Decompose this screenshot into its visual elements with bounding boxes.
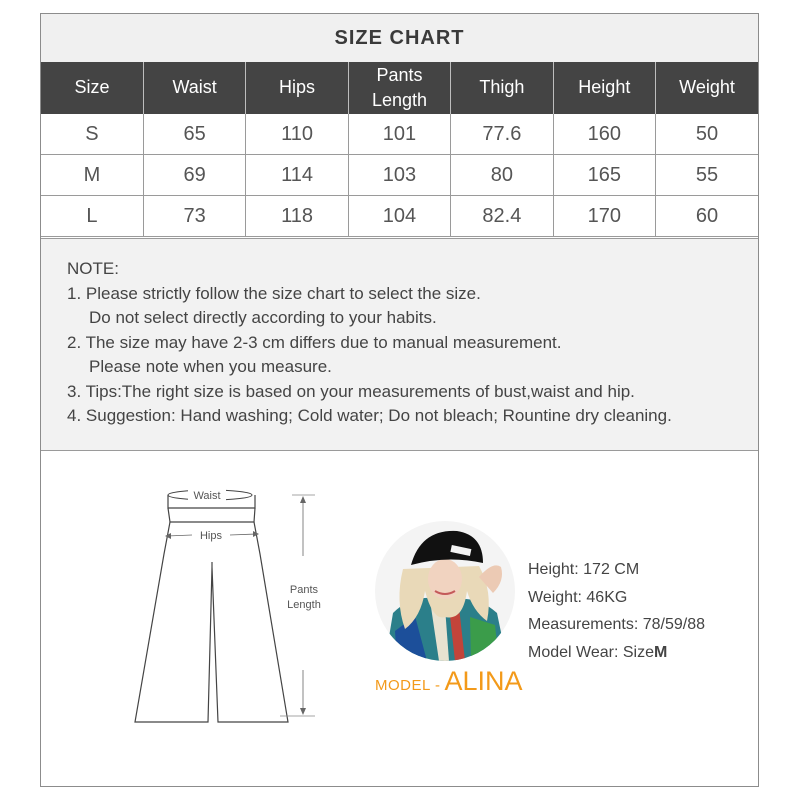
spec-wear-size: M: [653, 643, 668, 661]
table-cell: 103: [348, 155, 450, 196]
pants-length-label-1: Pants: [289, 584, 319, 596]
note-line: 3. Tips:The right size is based on your measurements of bust,waist and hip.: [67, 381, 635, 401]
table-cell: 77.6: [451, 114, 553, 155]
note-line: Please note when you measure.: [89, 357, 332, 376]
table-cell: 101: [348, 114, 450, 155]
table-cell: 110: [246, 114, 348, 155]
waist-label: Waist: [193, 490, 221, 502]
spec-height-label: Height:: [528, 561, 579, 578]
table-cell: 165: [553, 155, 655, 196]
note-line: 1. Please strictly follow the size chart to select the size.: [67, 283, 481, 303]
table-cell: 50: [656, 114, 758, 155]
model-specs: [528, 556, 705, 666]
table-row: [41, 114, 758, 155]
notes-heading: NOTE:: [67, 259, 119, 278]
notes-section: [41, 238, 758, 451]
table-cell: 65: [143, 114, 245, 155]
table-row: [41, 196, 758, 237]
header-weight: Weight: [656, 62, 758, 114]
table-row: [41, 155, 758, 196]
spec-measurements-label: Measurements:: [528, 616, 639, 633]
table-cell: M: [41, 155, 143, 196]
pants-length-label-2: Length: [287, 599, 321, 611]
model-label: [375, 666, 523, 697]
spec-model-wear: [528, 639, 705, 667]
spec-height: [528, 556, 705, 584]
spec-measurements-value: 78/59/88: [642, 616, 705, 633]
header-waist: Waist: [143, 62, 245, 114]
table-cell: L: [41, 196, 143, 237]
table-cell: S: [41, 114, 143, 155]
note-line: Do not select directly according to your habits.: [89, 308, 437, 327]
model-prefix: MODEL -: [375, 677, 441, 694]
header-pants-length: Pants Length: [348, 62, 450, 114]
model-photo: [375, 521, 515, 661]
note-line: 2. The size may have 2-3 cm differs due to manual measurement.: [67, 332, 562, 352]
chart-title: SIZE CHART: [41, 14, 758, 62]
spec-weight-value: 46KG: [586, 588, 628, 606]
table-cell: 55: [656, 155, 758, 196]
header-thigh: Thigh: [451, 62, 553, 114]
table-cell: 60: [656, 196, 758, 237]
note-line: 4. Suggestion: Hand washing; Cold water; Do not bleach; Rountine dry cleaning.: [67, 406, 672, 425]
spec-measurements: [528, 611, 705, 639]
pants-diagram: [130, 484, 340, 734]
table-cell: 170: [553, 196, 655, 237]
table-header-row: [41, 62, 758, 114]
spec-weight-label: Weight:: [528, 588, 582, 606]
spec-wear-value: Size: [622, 643, 654, 661]
table-cell: 160: [553, 114, 655, 155]
header-hips: Hips: [246, 62, 348, 114]
header-size: Size: [41, 62, 143, 114]
spec-weight: [528, 584, 705, 612]
table-cell: 114: [246, 155, 348, 196]
table-cell: 80: [451, 155, 553, 196]
hips-label: Hips: [199, 530, 223, 542]
header-height: Height: [553, 62, 655, 114]
table-cell: 104: [348, 196, 450, 237]
spec-height-value: 172 CM: [583, 561, 640, 578]
table-cell: 69: [143, 155, 245, 196]
spec-wear-label: Model Wear:: [528, 643, 619, 661]
table-cell: 73: [143, 196, 245, 237]
size-table: [41, 62, 758, 237]
table-cell: 118: [246, 196, 348, 237]
model-name: ALINA: [444, 666, 523, 696]
table-cell: 82.4: [451, 196, 553, 237]
